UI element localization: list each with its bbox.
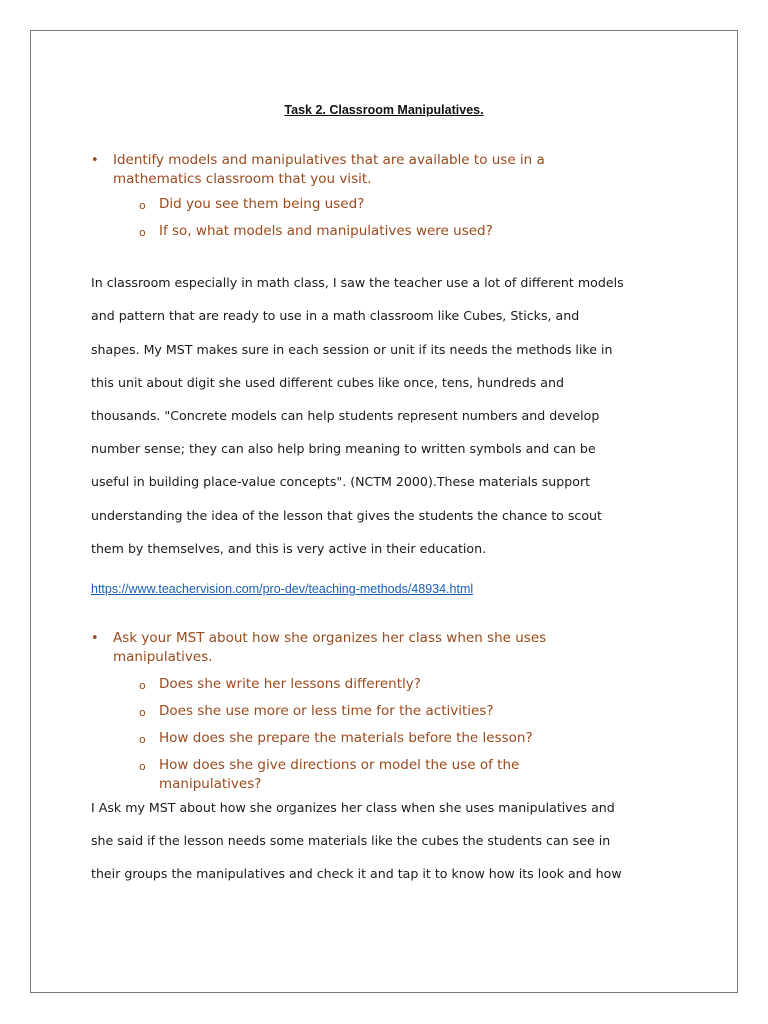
answer-1-line: shapes. My MST makes sure in each session or unit if its needs the methods like in: [91, 342, 613, 357]
answer-2-line: their groups the manipulatives and check it and tap it to know how its look and how: [91, 866, 622, 881]
answer-1-line: them by themselves, and this is very active in their education.: [91, 541, 487, 556]
subquestion-1a: o Did you see them being used?: [159, 195, 364, 214]
subquestion-2c: o How does she prepare the materials before the lesson?: [159, 729, 533, 748]
circle-bullet-icon: o: [139, 706, 146, 719]
subquestion-1b: o If so, what models and manipulatives were used?: [159, 222, 493, 241]
answer-1-line: useful in building place-value concepts". (NCTM 2000).These materials support: [91, 474, 591, 489]
answer-1-line: In classroom especially in math class, I saw the teacher use a lot of different models: [91, 275, 624, 290]
reference-link[interactable]: https://www.teachervision.com/pro-dev/teaching-methods/48934.html: [91, 582, 474, 596]
question-2: [91, 629, 653, 667]
circle-bullet-icon: o: [139, 733, 146, 746]
question-2-line-1: Ask your MST about how she organizes her class when she uses: [113, 630, 547, 646]
circle-bullet-icon: o: [139, 679, 146, 692]
circle-bullet-icon: o: [139, 226, 146, 239]
subquestion-2d: o How does she give directions or model the use of the manipulatives?: [139, 757, 520, 792]
question-1-line-2: mathematics classroom that you visit.: [113, 171, 372, 187]
answer-1-line: this unit about digit she used different cubes like once, tens, hundreds and: [91, 375, 564, 390]
subquestion-2b: o Does she use more or less time for the activities?: [159, 702, 494, 721]
bullet-icon: •: [91, 153, 99, 168]
answer-2-line: she said if the lesson needs some materials like the cubes the students can see in: [91, 833, 611, 848]
question-2-line-2: manipulatives.: [113, 649, 213, 665]
circle-bullet-icon: o: [139, 199, 146, 212]
answer-1-line: number sense; they can also help bring meaning to written symbols and can be: [91, 441, 596, 456]
subquestion-2a: o Does she write her lessons differently?: [159, 675, 421, 694]
answer-2-line: I Ask my MST about how she organizes her class when she uses manipulatives and: [91, 800, 615, 815]
answer-1-line: understanding the idea of the lesson that gives the students the chance to scout: [91, 508, 602, 523]
answer-1-line: and pattern that are ready to use in a math classroom like Cubes, Sticks, and: [91, 308, 580, 323]
bullet-icon: •: [91, 631, 99, 646]
answer-1-line: thousands. "Concrete models can help students represent numbers and develop: [91, 408, 600, 423]
question-1: [91, 151, 653, 189]
page-title: Task 2. Classroom Manipulatives.: [284, 103, 484, 117]
document-page: [30, 30, 738, 993]
circle-bullet-icon: o: [139, 760, 146, 773]
question-1-line-1: Identify models and manipulatives that are available to use in a: [113, 152, 545, 168]
